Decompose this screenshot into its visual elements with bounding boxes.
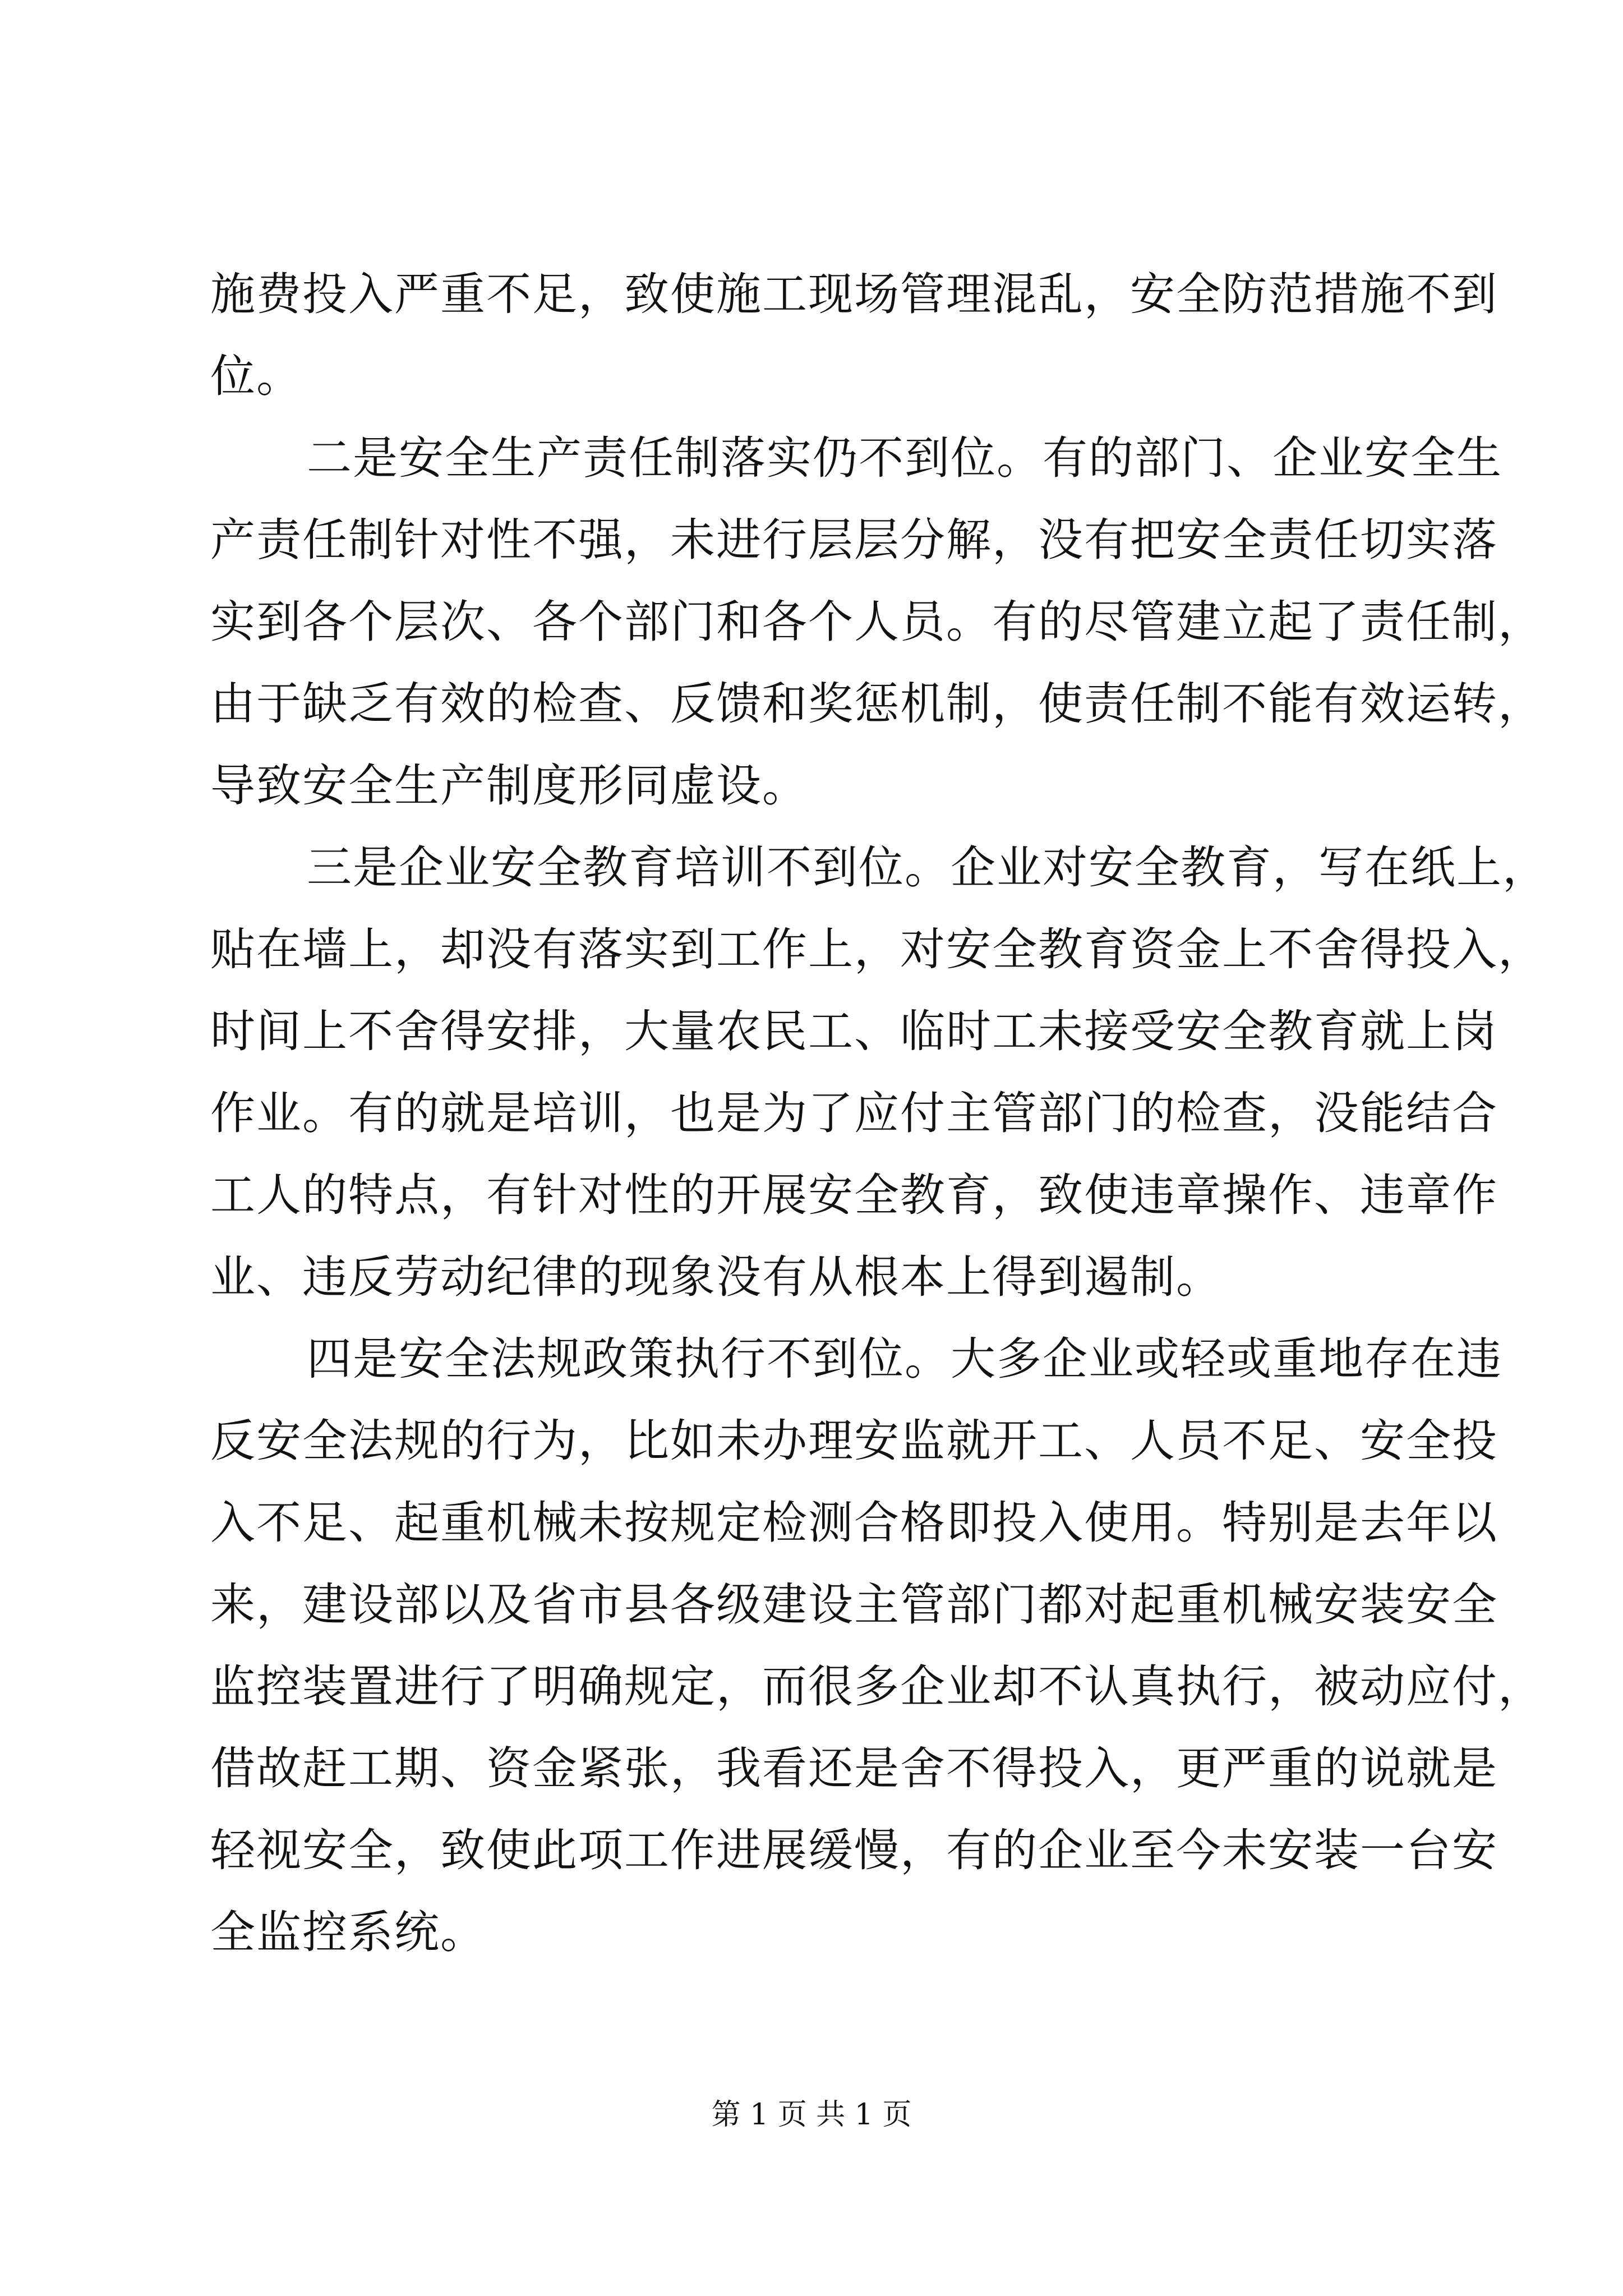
paragraph-line: 位。 (210, 350, 302, 402)
paragraph-line: 业、违反劳动纪律的现象没有从根本上得到遏制。 (210, 1251, 1222, 1303)
paragraph-line: 时间上不舍得安排，大量农民工、临时工未接受安全教育就上岗 (210, 1005, 1498, 1057)
paragraph-line: 由于缺乏有效的检查、反馈和奖惩机制，使责任制不能有效运转， (210, 678, 1544, 730)
paragraph-line: 全监控系统。 (210, 1906, 486, 1958)
paragraph-line: 四是安全法规政策执行不到位。大多企业或轻或重地存在违 (307, 1333, 1502, 1385)
paragraph-line: 施费投入严重不足，致使施工现场管理混乱，安全防范措施不到 (210, 268, 1498, 320)
paragraph-line: 来，建设部以及省市县各级建设主管部门都对起重机械安装安全 (210, 1579, 1498, 1631)
paragraph-line: 二是安全生产责任制落实仍不到位。有的部门、企业安全生 (307, 432, 1502, 484)
document-body (210, 254, 1548, 1973)
page-number-footer: 第 1 页 共 1 页 (711, 2098, 912, 2132)
paragraph-line: 三是企业安全教育培训不到位。企业对安全教育，写在纸上， (307, 841, 1548, 894)
paragraph-line: 贴在墙上，却没有落实到工作上，对安全教育资金上不舍得投入， (210, 923, 1544, 976)
paragraph-line: 产责任制针对性不强，未进行层层分解，没有把安全责任切实落 (210, 514, 1498, 566)
paragraph-line: 作业。有的就是培训，也是为了应付主管部门的检查，没能结合 (210, 1087, 1498, 1139)
paragraph-line: 反安全法规的行为，比如未办理安监就开工、人员不足、安全投 (210, 1415, 1498, 1467)
paragraph-line: 导致安全生产制度形同虚设。 (210, 760, 808, 812)
paragraph-line: 借故赶工期、资金紧张，我看还是舍不得投入，更严重的说就是 (210, 1742, 1498, 1795)
paragraph-line: 工人的特点，有针对性的开展安全教育，致使违章操作、违章作 (210, 1169, 1498, 1221)
paragraph-line: 实到各个层次、各个部门和各个人员。有的尽管建立起了责任制， (210, 596, 1544, 648)
paragraph-line: 入不足、起重机械未按规定检测合格即投入使用。特别是去年以 (210, 1497, 1498, 1549)
paragraph-line: 监控装置进行了明确规定，而很多企业却不认真执行，被动应付， (210, 1660, 1544, 1713)
paragraph-line: 轻视安全，致使此项工作进展缓慢，有的企业至今未安装一台安 (210, 1824, 1498, 1876)
